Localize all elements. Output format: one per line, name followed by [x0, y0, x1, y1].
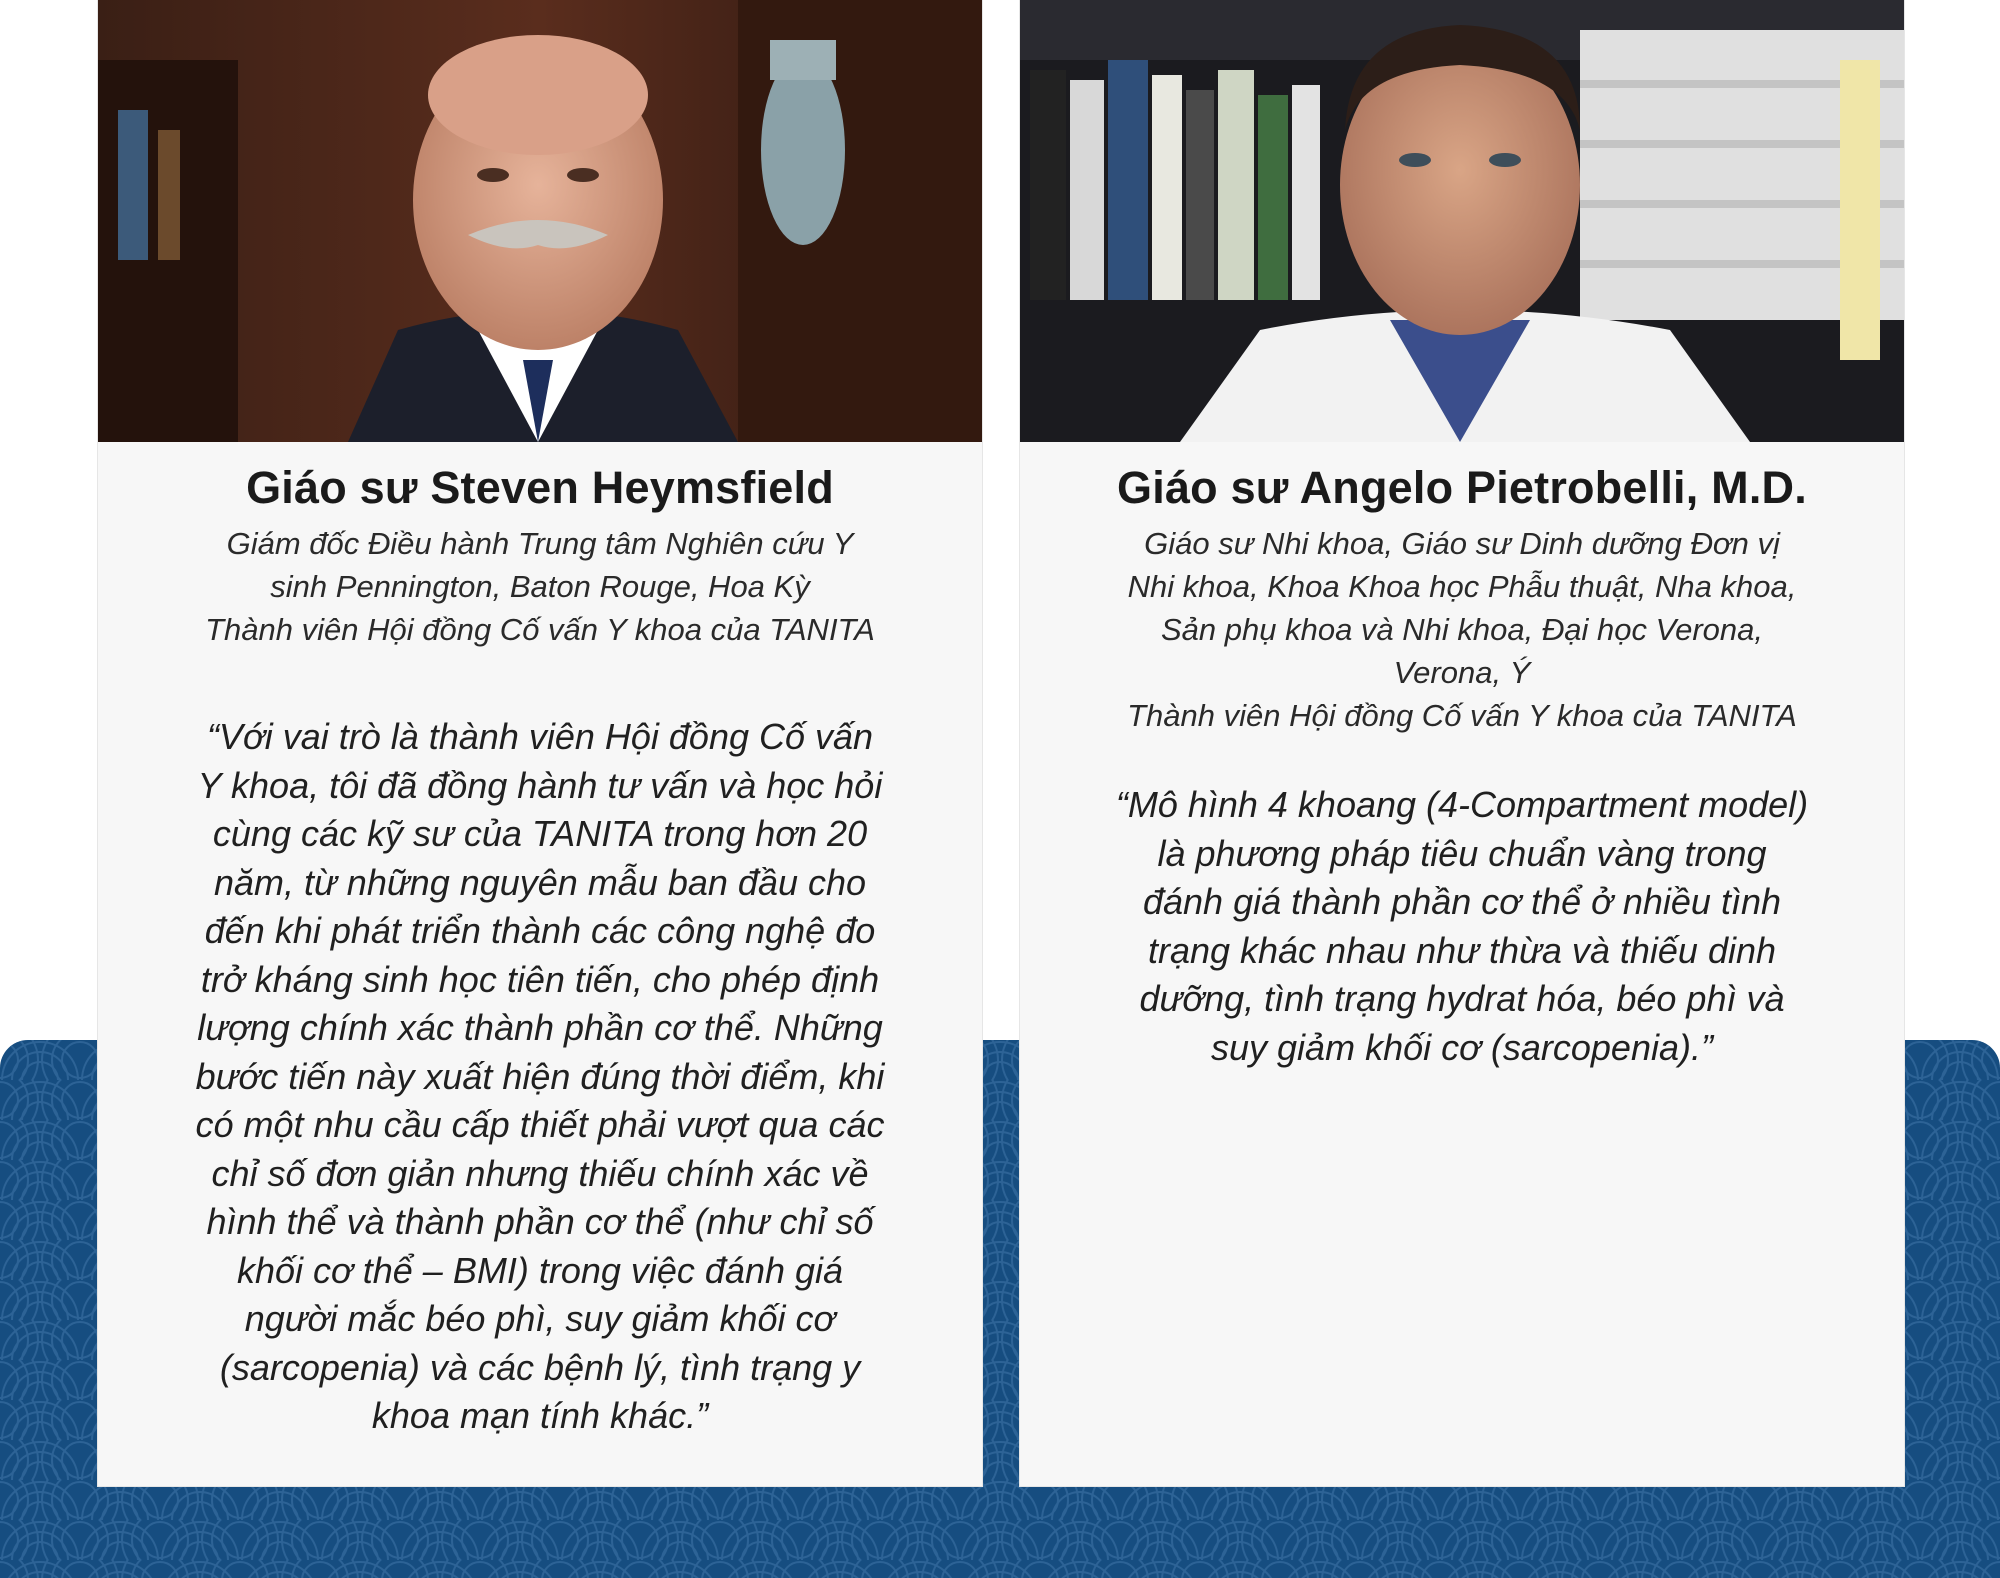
testimonial-quote: “Mô hình 4 khoang (4-Compartment model) là phương pháp tiêu chuẩn vàng trong đánh giá thành phần cơ thể ở nhiều tình trạng khác nhau như thừa và thiếu dinh dưỡng, tình trạng hydrat hóa, béo phì và suy giảm khối cơ (sarcopenia).”	[1115, 784, 1809, 1068]
profile-role: Giám đốc Điều hành Trung tâm Nghiên cứu Y sinh Pennington, Baton Rouge, Hoa Kỳ Thành viên Hội đồng Cố vấn Y khoa của TANITA	[205, 526, 875, 647]
profile-name: Giáo sư Angelo Pietrobelli, M.D.	[1117, 462, 1807, 513]
portrait-photo-heymsfield	[98, 0, 982, 442]
testimonial-quote: “Với vai trò là thành viên Hội đồng Cố vấn Y khoa, tôi đã đồng hành tư vấn và học hỏi cùng các kỹ sư của TANITA trong hơn 20 năm, từ những nguyên mẫu ban đầu cho đến khi phát triển thành các công nghệ đo trở kháng sinh học tiên tiến, cho phép định lượng chính xác thành phần cơ thể. Những bước tiến này xuất hiện đúng thời điểm, khi có một nhu cầu cấp thiết phải vượt qua các chỉ số đơn giản nhưng thiếu chính xác về hình thể và thành phần cơ thể (như chỉ số khối cơ thể – BMI) trong việc đánh giá người mắc béo phì, suy giảm khối cơ (sarcopenia) và các bệnh lý, tình trạng y khoa mạn tính khác.”	[195, 716, 885, 1436]
profile-name: Giáo sư Steven Heymsfield	[246, 462, 834, 513]
portrait-photo-pietrobelli	[1020, 0, 1904, 442]
profile-card-pietrobelli	[1020, 0, 1904, 1486]
profile-card-heymsfield	[98, 0, 982, 1486]
profile-role: Giáo sư Nhi khoa, Giáo sư Dinh dưỡng Đơn vị Nhi khoa, Khoa Khoa học Phẫu thuật, Nha khoa, Sản phụ khoa và Nhi khoa, Đại học Verona, Verona, Ý Thành viên Hội đồng Cố vấn Y khoa của TANITA	[1127, 526, 1797, 733]
